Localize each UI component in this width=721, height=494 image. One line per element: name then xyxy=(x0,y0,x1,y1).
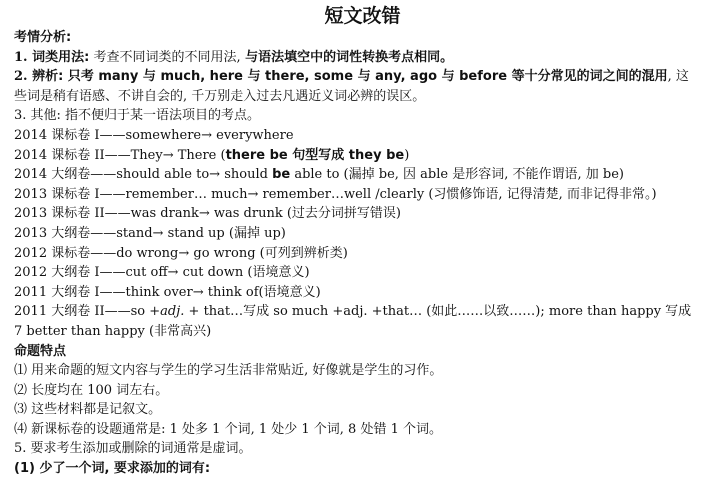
example-text: 2013 课标卷 I——remember… much→ remember…well /clearly (习惯修饰语, 记得清楚, 而非记得非常。) xyxy=(14,186,657,202)
item-1-bold: 与语法填空中的词性转换考点相同。 xyxy=(240,49,454,65)
item-1-label: 词类用法: xyxy=(32,49,90,65)
item-3: 3. 其他: 指不便归于某一语法项目的考点。 xyxy=(14,108,261,124)
item-2-number: 2. xyxy=(14,69,33,85)
example-post: able to (漏掉 be, 因 able 是形容词, 不能作谓语, 加 be) xyxy=(290,167,624,183)
example-line xyxy=(14,263,711,283)
item-1-number: 1. xyxy=(14,49,33,65)
example-line xyxy=(14,224,711,244)
section-heading-analysis: 考情分析: xyxy=(14,30,72,45)
example-text: 2011 大纲卷 II——so + xyxy=(14,304,161,320)
feature-item: ⑷ 新课标卷的设题通常是: 1 处多 1 个词, 1 处少 1 个词, 8 处错 1 个词。 xyxy=(14,421,442,437)
item-2-continuation: 些词是稍有语感、不讲自会的, 千万别走入过去凡遇近义词必辨的误区。 xyxy=(14,88,426,104)
example-text: 2014 课标卷 II——They→ There ( xyxy=(14,147,226,163)
example-line xyxy=(14,244,711,264)
example-text: 2014 大纲卷——should able to→ should xyxy=(14,167,273,183)
example-text: + that…写成 so much +adj. +that… (如此……以致……); more than happy 写成 xyxy=(184,304,692,320)
example-text: 2013 大纲卷——stand→ stand up (漏掉 up) xyxy=(14,225,286,241)
example-line xyxy=(14,146,711,166)
item-2 xyxy=(14,67,711,87)
item-1-text: 考查不同词类的不同用法, xyxy=(89,49,241,65)
example-text: 2013 课标卷 II——was drank→ was drunk (过去分词拼写错误) xyxy=(14,206,401,222)
item-1 xyxy=(14,48,711,68)
example-text: 2011 大纲卷 I——think over→ think of(语境意义) xyxy=(14,284,321,300)
feature-item: ⑵ 长度均在 100 词左右。 xyxy=(14,382,169,398)
example-text: 2012 课标卷——do wrong→ go wrong (可列到辨析类) xyxy=(14,245,348,261)
example-line xyxy=(14,204,711,224)
feature-item: ⑴ 用来命题的短文内容与学生的学习生活非常贴近, 好像就是学生的习作。 xyxy=(14,363,443,379)
item-2-bold: 辨析: 只考 many 与 much, here 与 there, some 与 any, ago 与 before 等十分常见的词之间的混用 xyxy=(32,69,668,85)
features-list xyxy=(14,361,711,459)
feature-item: 5. 要求考生添加或删除的词通常是虚词。 xyxy=(14,441,252,457)
example-text: 2012 大纲卷 I——cut off→ cut down (语境意义) xyxy=(14,265,310,281)
examples-list xyxy=(14,126,711,342)
example-post: ) xyxy=(404,147,410,163)
page-title: 短文改错 xyxy=(324,5,401,27)
example-line-last xyxy=(14,302,711,322)
example-bold: there be 句型写成 they be xyxy=(225,147,405,163)
example-line xyxy=(14,185,711,205)
example-line xyxy=(14,283,711,303)
example-text: 2014 课标卷 I——somewhere→ everywhere xyxy=(14,127,294,143)
example-bold: be xyxy=(272,167,291,183)
example-italic: adj. xyxy=(160,304,185,320)
item-2-text: , 这 xyxy=(667,69,689,85)
example-line xyxy=(14,165,711,185)
example-line xyxy=(14,126,711,146)
example-line-continuation: 7 better than happy (非常高兴) xyxy=(14,323,212,339)
section-heading-features: 命题特点 xyxy=(14,343,67,359)
subsection-heading: (1) 少了一个词, 要求添加的词有: xyxy=(14,461,211,477)
feature-item: ⑶ 这些材料都是记叙文。 xyxy=(14,402,162,418)
